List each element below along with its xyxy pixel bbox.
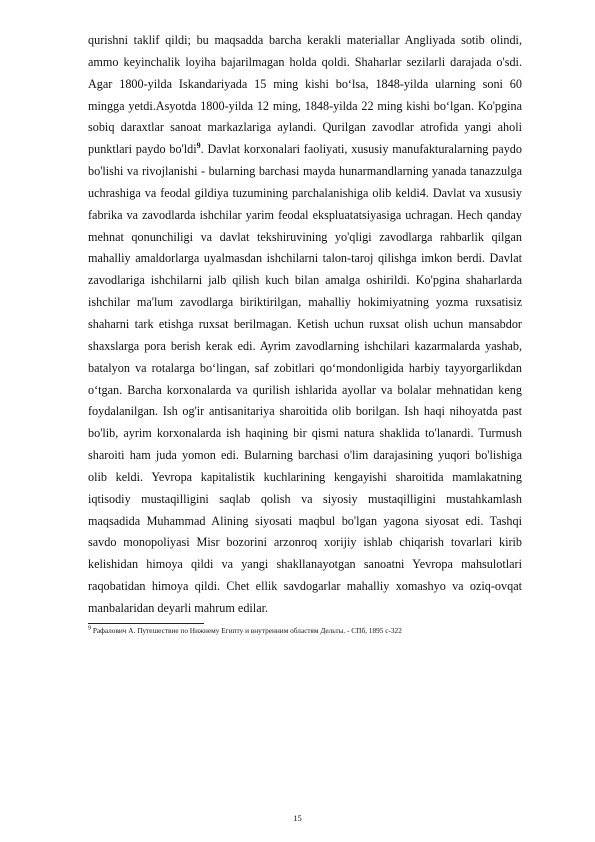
footnote-text: Рафалович А. Путешествие по Нижнему Египту и внутренним областям Дельты. - СПб, 1895 с-322 <box>91 625 402 635</box>
body-paragraph <box>88 30 522 620</box>
footnote-reference[interactable]: 9 <box>196 141 201 151</box>
footnote <box>88 626 522 636</box>
footnote-separator <box>88 623 204 624</box>
page-number: 15 <box>293 813 302 823</box>
footnote-number: 9 <box>88 625 91 632</box>
paragraph-text-part-1: qurishni taklif qildi; bu maqsadda barcha kerakli materiallar Angliyada sotib olindi, ammo keyinchalik loyiha bajarilmagan holda qoldi. Shaharlar sezilarli darajada o'sdi. Agar 1800-yilda Iskandariyada 15 ming kishi bo‘lsa, 1848-yilda ularning soni 60 mingga yetdi.Asyotda 1800-yilda 12 ming, 1848-yilda 22 ming kishi bo‘lgan. Ko'pgina sobiq daraxtlar sanoat markazlariga aylandi. Qurilgan zavodlar atrofida yangi aholi punktlari paydo bo'ldi <box>88 33 522 157</box>
document-page <box>88 30 522 636</box>
paragraph-text-part-2: . Davlat korxonalari faoliyati, xususiy manufakturalarning paydo bo'lishi va rivojlanishi - bularning barchasi mayda hunarmandlarning yanada tanazzulga uchrashiga va feodal gildiya tuzumining parchalanishiga olib keldi4. Davlat va xususiy fabrika va zavodlarda ishchilar yarim feodal ekspluatatsiyasiga uchragan. Hech qanday mehnat qonunchiligi va davlat tekshiruvining yo'qligi zavodlarga rahbarlik qilgan mahalliy amaldorlarga uyalmasdan ishchilarni talon-taroj qilishga imkon berdi. Davlat zavodlariga ishchilarni jalb qilish kuch bilan amalga oshirildi. Ko'pgina shaharlarda ishchilar ma'lum zavodlarga biriktirilgan, mahalliy hokimiyatning yozma ruxsatisiz shaharni tark etishga ruxsat berilmagan. Ketish uchun ruxsat olish uchun mansabdor shaxslarga pora berish kerak edi. Ayrim zavodlarning ishchilari kazarmalarda yashab, batalyon va rotalarga bo‘lingan, saf zobitlari qo‘mondonligida harbiy tayyorgarlikdan o‘tgan. Barcha korxonalarda va qurilish ishlarida ayollar va bolalar mehnatidan keng foydalanilgan. Ish og'ir antisanitariya sharoitida olib borilgan. Ish haqi nihoyatda past bo'lib, ayrim korxonalarda ish haqining bir qismi natura shaklida to'lanardi. Turmush sharoiti ham juda yomon edi. Bularning barchasi o'lim darajasining yuqori bo'lishiga olib keldi. Yevropa kapitalistik kuchlarining kengayishi sharoitida mamlakatning iqtisodiy mustaqilligini saqlab qolish va siyosiy mustaqilligini mustahkamlash maqsadida Muhammad Alining siyosati maqbul bo'lgan yagona siyosat edi. Tashqi savdo monopoliyasi Misr bozorini arzonroq xorijiy ishlab chiqarish tovarlari kirib kelishidan himoya qildi va yangi shakllanayotgan sanoatni Yevropa mahsulotlari raqobatidan himoya qildi. Chet ellik savdogarlar mahalliy xomashyo va oziq-ovqat manbalaridan deyarli mahrum edilar. <box>88 142 522 615</box>
